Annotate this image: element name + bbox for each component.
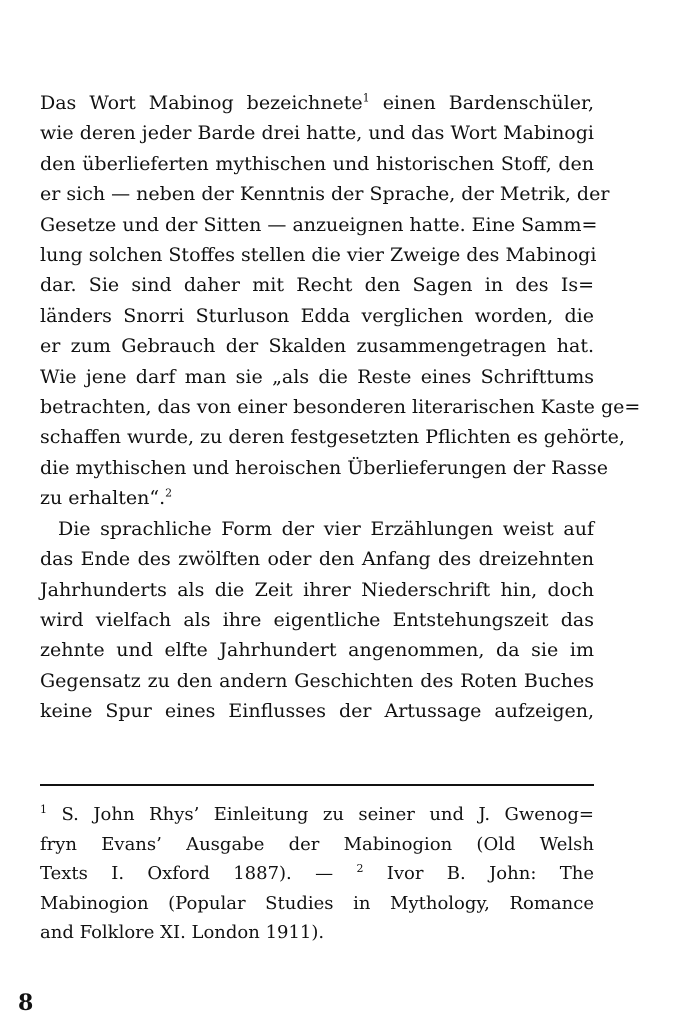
text-line: zehnte und elfte Jahrhundert angenommen, da sie im xyxy=(40,639,594,662)
text-line: die mythischen und heroischen Überlieferungen der Rasse xyxy=(40,456,609,479)
footnote-line: fryn Evans’ Ausgabe der Mabinogion (Old Welsh xyxy=(40,833,594,855)
text-line: Gesetze und der Sitten — anzueignen hatte. Eine Samm= xyxy=(40,213,598,236)
footnote-line: and Folklore XI. London 1911). xyxy=(40,922,325,943)
footnote-ref-1: 1 xyxy=(362,91,370,105)
text-line-part: zu erhalten“. xyxy=(40,487,166,510)
text-line-part: Das Wort Mabinog bezeichnete xyxy=(40,92,363,114)
footnote-marker-2: 2 xyxy=(356,862,364,875)
text-line: Wie jene darf man sie „als die Reste eines Schrifttums xyxy=(40,365,594,388)
footnote-text: S. John Rhys’ Einleitung zu seiner und J. Gwenog= xyxy=(61,804,594,825)
text-line: er sich — neben der Kenntnis der Sprache, der Metrik, der xyxy=(40,183,610,206)
footnote-ref-2: 2 xyxy=(165,486,173,500)
text-line: lung solchen Stoffes stellen die vier Zweige des Mabinogi xyxy=(40,244,597,267)
footnote-line: Mabinogion (Popular Studies in Mythology, Romance xyxy=(40,892,594,914)
text-line: Die sprachliche Form der vier Erzählungen weist auf xyxy=(58,517,594,540)
text-line-part: einen Bardenschüler, xyxy=(369,92,594,114)
page-number: 8 xyxy=(18,990,34,1016)
main-text xyxy=(40,88,641,727)
text-line: keine Spur eines Einflusses der Artussage aufzeigen, xyxy=(40,700,594,723)
text-line: betrachten, das von einer besonderen literarischen Kaste ge= xyxy=(40,396,641,419)
text-line: das Ende des zwölften oder den Anfang des dreizehnten xyxy=(40,548,594,571)
footnote-divider xyxy=(40,784,594,786)
footnote-text: Ivor B. John: The xyxy=(386,863,594,884)
text-line: dar. Sie sind daher mit Recht den Sagen in des Is= xyxy=(40,274,594,297)
text-line: Jahrhunderts als die Zeit ihrer Niederschrift hin, doch xyxy=(40,578,594,601)
footnote-marker-1: 1 xyxy=(40,803,47,816)
text-line xyxy=(40,88,594,118)
text-line: wird vielfach als ihre eigentliche Entstehungszeit das xyxy=(40,608,594,631)
footnote-text: Texts I. Oxford 1887). — xyxy=(40,863,334,884)
text-line: Gegensatz zu den andern Geschichten des Roten Buches xyxy=(40,669,594,692)
text-line: schaffen wurde, zu deren festgesetzten Pflichten es gehörte, xyxy=(40,426,625,449)
text-line: länders Snorri Sturluson Edda verglichen worden, die xyxy=(40,304,594,327)
text-line xyxy=(40,483,594,513)
text-line: den überlieferten mythischen und historischen Stoff, den xyxy=(40,152,594,175)
text-line: wie deren jeder Barde drei hatte, und das Wort Mabinogi xyxy=(40,122,594,145)
paragraph-2 xyxy=(40,514,594,727)
footnote-line xyxy=(40,859,594,889)
footnotes xyxy=(40,800,594,948)
paragraph-1 xyxy=(40,88,641,514)
text-line: er zum Gebrauch der Skalden zusammengetragen hat. xyxy=(40,335,594,358)
footnote-line xyxy=(40,800,594,830)
